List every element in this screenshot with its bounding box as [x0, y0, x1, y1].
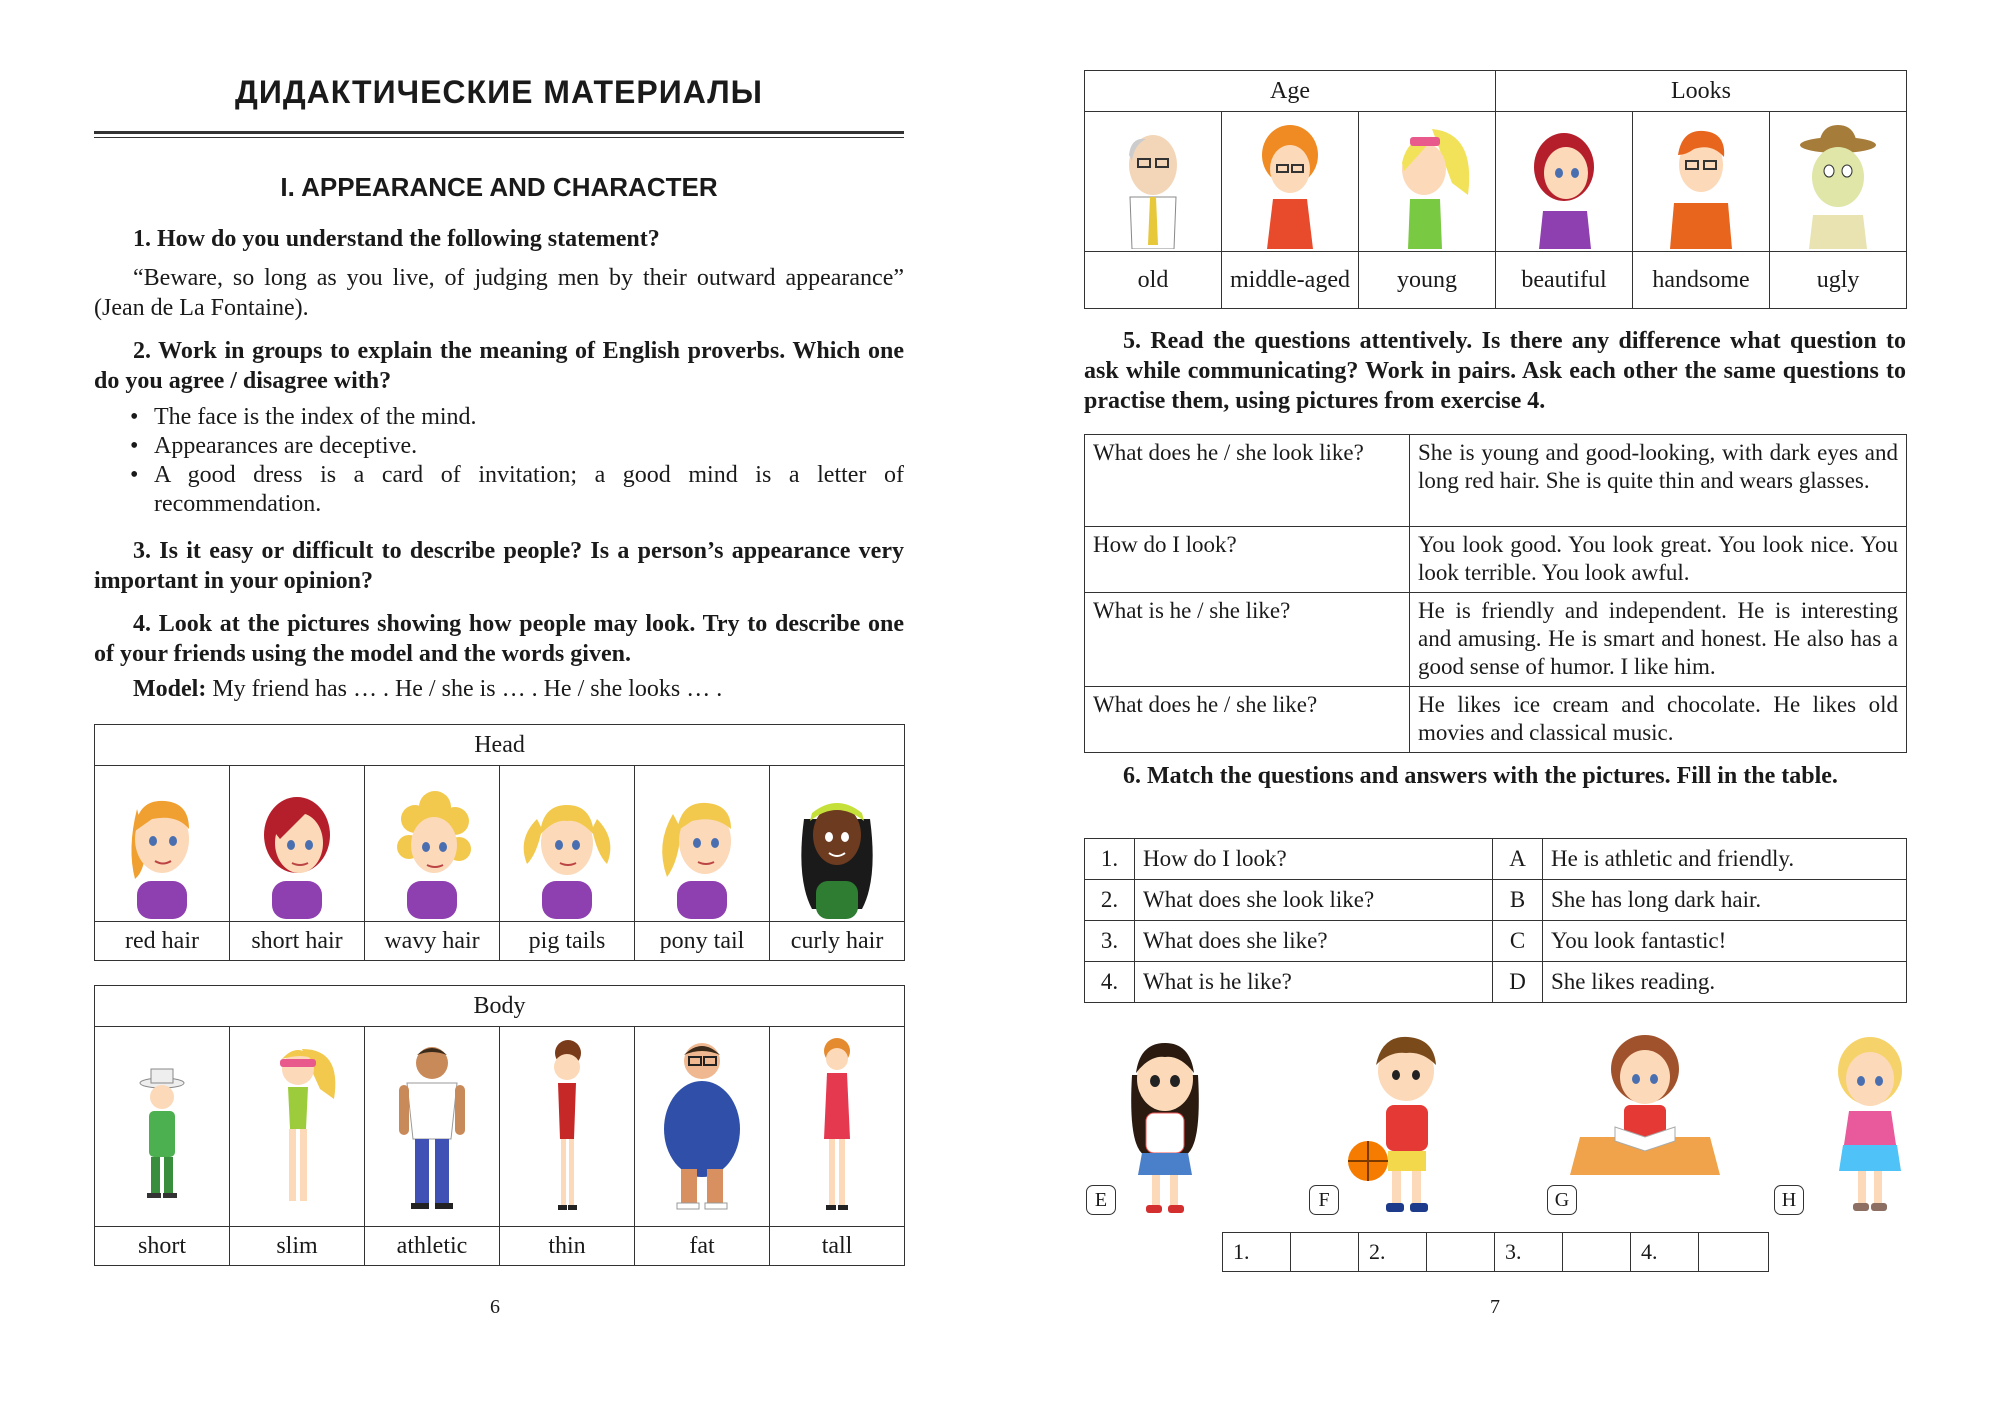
- answer-table: [1222, 1232, 1769, 1272]
- curly-hair-picture: [770, 766, 905, 922]
- body-label: thin: [500, 1227, 635, 1266]
- looks-header: Looks: [1496, 71, 1907, 112]
- girl-pig-tails-icon: [512, 769, 622, 919]
- body-label: fat: [635, 1227, 770, 1266]
- exercise-2-title: 2. Work in groups to explain the meaning of English proverbs. Which one do you agree / disagree with?: [94, 338, 904, 394]
- body-label: tall: [770, 1227, 905, 1266]
- girl-reading-picture: [1570, 1025, 1720, 1175]
- answer-letter: B: [1493, 880, 1543, 921]
- row-number: 4.: [1085, 962, 1135, 1003]
- exercise-5-title: 5. Read the questions attentively. Is there any difference what question to ask while communicating? Work in pairs. Ask each other the same questions to practise them, using pictures from exercise 4.: [1084, 328, 1906, 414]
- answer-cell: She has long dark hair.: [1543, 880, 1907, 921]
- handsome-man-icon: [1646, 115, 1756, 249]
- answer-blank[interactable]: [1291, 1233, 1359, 1272]
- answer-cell: She is young and good-looking, with dark eyes and long red hair. She is quite thin and wears glasses.: [1410, 435, 1907, 527]
- row-number: 2.: [1085, 880, 1135, 921]
- exercise-4-title: 4. Look at the pictures showing how people may look. Try to describe one of your friends using the model and the words given.: [94, 611, 904, 667]
- answer-cell: He likes ice cream and chocolate. He likes old movies and classical music.: [1410, 687, 1907, 753]
- heading-rule: [94, 131, 904, 134]
- girl-wavy-hair-icon: [377, 769, 487, 919]
- young-picture: [1359, 112, 1496, 252]
- model-text: My friend has … . He / she is … . He / she looks … .: [206, 676, 723, 702]
- body-label: short: [95, 1227, 230, 1266]
- body-table: [94, 985, 905, 1266]
- head-label: wavy hair: [365, 922, 500, 961]
- looks-label: beautiful: [1496, 252, 1633, 309]
- age-header: Age: [1085, 71, 1496, 112]
- matching-table: [1084, 838, 1907, 1003]
- thin-woman-icon: [512, 1029, 622, 1225]
- middle-aged-woman-icon: [1235, 115, 1345, 249]
- row-number: 3.: [1085, 921, 1135, 962]
- thin-figure-picture: [500, 1027, 635, 1227]
- girl-red-hair-icon: [107, 769, 217, 919]
- red-hair-picture: [95, 766, 230, 922]
- athletic-figure-picture: [365, 1027, 500, 1227]
- girl-pony-tail-icon: [647, 769, 757, 919]
- answer-blank[interactable]: [1563, 1233, 1631, 1272]
- short-man-icon: [107, 1029, 217, 1225]
- answer-number: 4.: [1631, 1233, 1699, 1272]
- head-table: [94, 724, 905, 961]
- beautiful-woman-icon: [1509, 115, 1619, 249]
- girl-curly-hair-icon: [782, 769, 892, 919]
- head-label: pony tail: [635, 922, 770, 961]
- answer-cell: You look good. You look great. You look nice. You look terrible. You look awful.: [1410, 527, 1907, 593]
- age-looks-table: [1084, 70, 1907, 309]
- page-number: 6: [490, 1296, 500, 1318]
- answer-cell: She likes reading.: [1543, 962, 1907, 1003]
- body-label: athletic: [365, 1227, 500, 1266]
- question-cell: What does he / she like?: [1085, 687, 1410, 753]
- question-cell: How do I look?: [1085, 527, 1410, 593]
- beautiful-picture: [1496, 112, 1633, 252]
- age-label: young: [1359, 252, 1496, 309]
- answer-blank[interactable]: [1427, 1233, 1495, 1272]
- picture-label-g: G: [1547, 1185, 1577, 1215]
- looks-label: handsome: [1633, 252, 1770, 309]
- picture-label-h: H: [1774, 1185, 1804, 1215]
- head-label: red hair: [95, 922, 230, 961]
- handsome-picture: [1633, 112, 1770, 252]
- head-label: pig tails: [500, 922, 635, 961]
- picture-label-e: E: [1086, 1185, 1116, 1215]
- middle-aged-picture: [1222, 112, 1359, 252]
- proverb-item: • A good dress is a card of invitation; a good mind is a letter of recommendation.: [118, 461, 904, 519]
- proverb-item: • Appearances are deceptive.: [118, 432, 904, 461]
- answer-letter: A: [1493, 839, 1543, 880]
- answer-letter: D: [1493, 962, 1543, 1003]
- ugly-picture: [1770, 112, 1907, 252]
- looks-label: ugly: [1770, 252, 1907, 309]
- answer-number: 1.: [1223, 1233, 1291, 1272]
- answer-cell: He is friendly and independent. He is interesting and amusing. He is smart and honest. He also has a good sense of humor. I like him.: [1410, 593, 1907, 687]
- answer-blank[interactable]: [1699, 1233, 1769, 1272]
- answer-cell: You look fantastic!: [1543, 921, 1907, 962]
- model-label: Model:: [133, 676, 207, 702]
- head-table-header: Head: [95, 725, 905, 766]
- head-label: curly hair: [770, 922, 905, 961]
- fat-man-icon: [647, 1029, 757, 1225]
- heading-rule-thin: [94, 137, 904, 138]
- slim-figure-picture: [230, 1027, 365, 1227]
- head-label: short hair: [230, 922, 365, 961]
- answer-letter: C: [1493, 921, 1543, 962]
- wavy-hair-picture: [365, 766, 500, 922]
- young-woman-icon: [1372, 115, 1482, 249]
- question-cell: What does he / she look like?: [1085, 435, 1410, 527]
- proverb-item: • The face is the index of the mind.: [118, 403, 904, 432]
- pony-tail-picture: [635, 766, 770, 922]
- proverb-list: [118, 403, 904, 519]
- page-heading: ДИДАКТИЧЕСКИЕ МАТЕРИАЛЫ: [235, 74, 763, 110]
- age-label: middle-aged: [1222, 252, 1359, 309]
- athletic-man-icon: [377, 1029, 487, 1225]
- exercise-6-title: 6. Match the questions and answers with the pictures. Fill in the table.: [1123, 763, 1838, 789]
- answer-number: 2.: [1359, 1233, 1427, 1272]
- boy-basketball-picture: [1336, 1025, 1476, 1220]
- age-label: old: [1085, 252, 1222, 309]
- body-table-header: Body: [95, 986, 905, 1027]
- exercise-3-title: 3. Is it easy or difficult to describe people? Is a person’s appearance very important in your opinion?: [94, 538, 904, 594]
- short-figure-picture: [95, 1027, 230, 1227]
- old-man-icon: [1098, 115, 1208, 249]
- question-cell: What is he / she like?: [1085, 593, 1410, 687]
- ugly-man-icon: [1783, 115, 1893, 249]
- girl-dark-hair-picture: [1110, 1025, 1220, 1220]
- short-hair-picture: [230, 766, 365, 922]
- model-sentence: [133, 674, 903, 704]
- tall-woman-icon: [782, 1029, 892, 1225]
- body-label: slim: [230, 1227, 365, 1266]
- answer-number: 3.: [1495, 1233, 1563, 1272]
- questions-table: [1084, 434, 1907, 753]
- tall-figure-picture: [770, 1027, 905, 1227]
- picture-label-f: F: [1309, 1185, 1339, 1215]
- slim-woman-icon: [242, 1029, 352, 1225]
- section-title: I. APPEARANCE AND CHARACTER: [280, 172, 718, 202]
- page-number: 7: [1490, 1296, 1500, 1318]
- question-cell: What does she like?: [1135, 921, 1493, 962]
- exercise-1-title: 1. How do you understand the following statement?: [133, 226, 660, 252]
- old-picture: [1085, 112, 1222, 252]
- question-cell: What does she look like?: [1135, 880, 1493, 921]
- answer-cell: He is athletic and friendly.: [1543, 839, 1907, 880]
- girl-short-hair-icon: [242, 769, 352, 919]
- question-cell: How do I look?: [1135, 839, 1493, 880]
- right-page: [1000, 0, 2000, 1415]
- girl-blonde-picture: [1815, 1025, 1925, 1220]
- pig-tails-picture: [500, 766, 635, 922]
- fat-figure-picture: [635, 1027, 770, 1227]
- question-cell: What is he like?: [1135, 962, 1493, 1003]
- exercise-1-quote: “Beware, so long as you live, of judging men by their outward appearance” (Jean de La Fontaine).: [94, 265, 904, 321]
- row-number: 1.: [1085, 839, 1135, 880]
